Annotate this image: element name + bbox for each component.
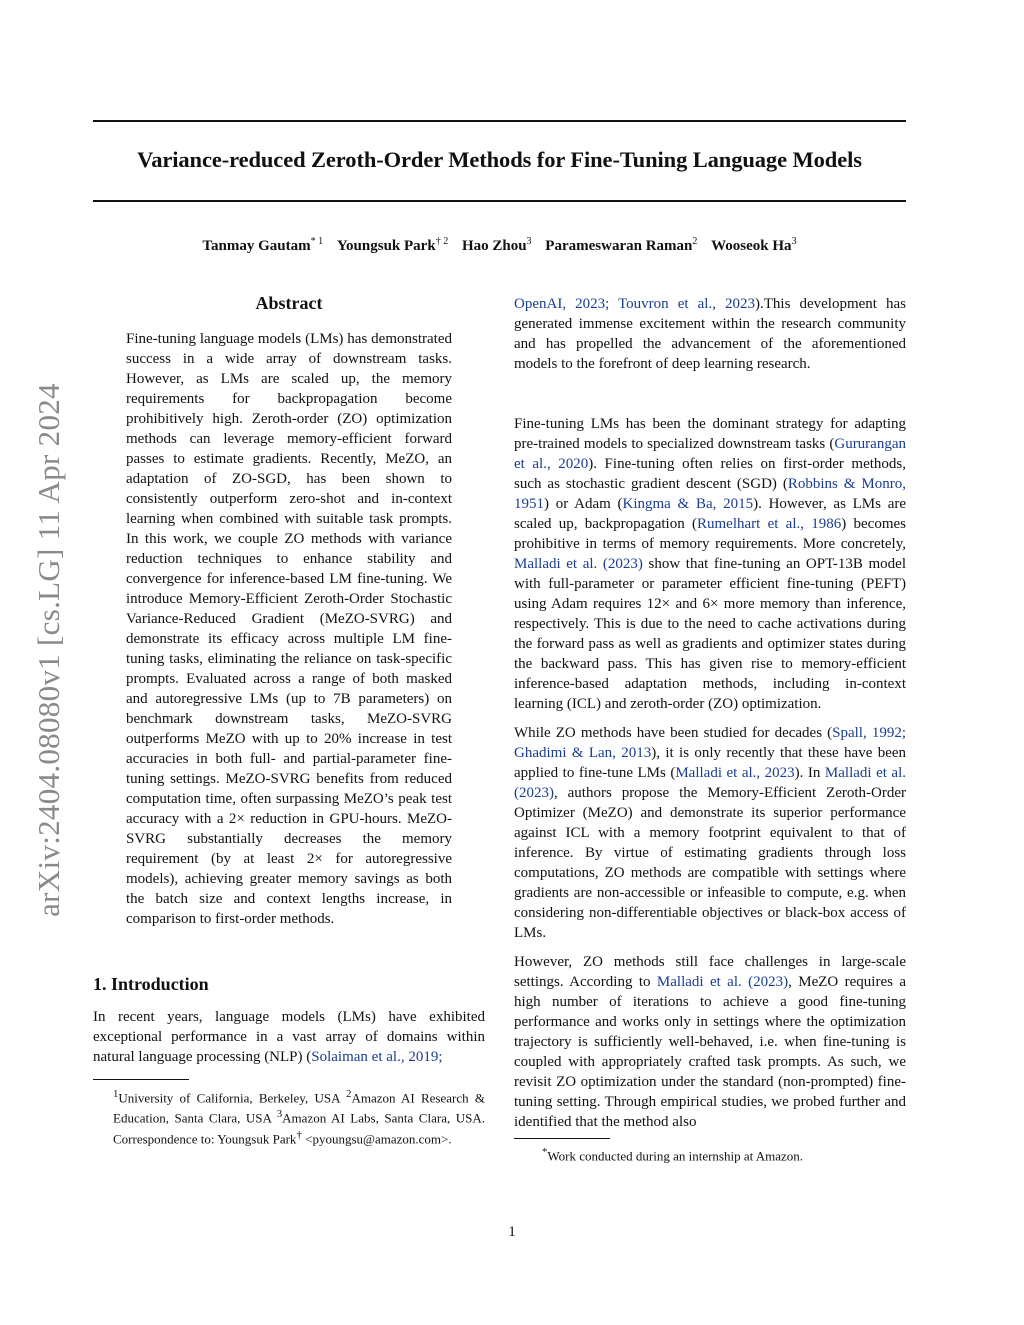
page-number: 1 — [508, 1224, 516, 1240]
citation-link[interactable]: Kingma & Ba, 2015 — [622, 496, 754, 512]
author: Youngsuk Park$^{\dagger 2}$ — [336, 236, 449, 254]
work-note-footnote: *Work conducted during an internship at Amazon. — [542, 1146, 804, 1164]
citation-link[interactable]: Malladi et al. (2023) — [514, 765, 906, 801]
citation-link[interactable]: Solaiman et al., 2019; — [311, 1049, 443, 1065]
intro-paragraph-3: While ZO methods have been studied for decades (Spall, 1992; Ghadimi & Lan, 2013), it is only recently that these have been applied to fine-tune LMs (Malladi et al., 2023). In Malladi et al. (2023), authors propose the Memory-Efficient Zeroth-Order Optimizer (MeZO) and demonstrate its superior performance against ICL with a memory footprint equivalent to that of inference. By virtue of estimating gradients through loss computations, ZO methods are compatible with settings where gradients are non-accessible or infeasible to compute, e.g. when considering non-differentiable objectives or black-box access of LMs. — [514, 725, 907, 941]
citation-link[interactable]: Rumelhart et al., 1986 — [696, 516, 842, 532]
footnote-rule — [514, 1138, 610, 1139]
abstract-heading: Abstract — [255, 293, 323, 313]
right-column — [514, 294, 906, 1164]
section-heading-introduction: 1. Introduction — [93, 974, 209, 994]
intro-paragraph-1: In recent years, language models (LMs) have exhibited exceptional performance in a vast array of domains within natural language processing (NLP) (Solaiman et al., 2019; — [93, 1009, 485, 1065]
citation-link[interactable]: Gururangan et al., 2020 — [514, 436, 906, 472]
citation-link[interactable]: Malladi et al. (2023) — [514, 556, 643, 572]
intro-paragraph-1-continued: OpenAI, 2023; Touvron et al., 2023).This development has generated immense excitement within the research community and has propelled the advancement of the aforementioned models to the forefront of deep learning research. — [514, 296, 906, 372]
citation-link[interactable]: Spall, 1992; Ghadimi & Lan, 2013 — [514, 725, 906, 761]
author: Hao Zhou$^3$ — [461, 236, 532, 254]
citation-link[interactable]: OpenAI, 2023; Touvron et al., 2023 — [514, 296, 755, 312]
top-rule — [93, 120, 906, 122]
citation-link[interactable]: Malladi et al. (2023) — [656, 974, 789, 990]
left-column — [93, 290, 485, 1147]
footnote-rule — [93, 1079, 189, 1080]
paper-title: Variance-reduced Zeroth-Order Methods for Fine-Tuning Language Models — [137, 147, 862, 172]
abstract-body: Fine-tuning language models (LMs) has demonstrated success in a wide array of downstream tasks. However, as LMs are scaled up, the memory requirements for backpropagation become prohibitively high. Zeroth-order (ZO) optimization methods can leverage memory-efficient forward passes to estimate gradients. Recently, MeZO, an adaptation of ZO-SGD, has been shown to consistently outperform zero-shot and in-context learning when combined with suitable task prompts. In this work, we couple ZO methods with variance reduction techniques to enhance stability and convergence for inference-based LM fine-tuning. We introduce Memory-Efficient Zeroth-Order Stochastic Variance-Reduced Gradient (MeZO-SVRG) and demonstrate its efficacy across multiple LM fine-tuning tasks, eliminating the reliance on task-specific prompts. Evaluated across a range of both masked and autoregressive LMs (up to 7B parameters) on benchmark downstream tasks, MeZO-SVRG outperforms MeZO with up to 20% increase in test accuracies in both full- and partial-parameter fine-tuning settings. MeZO-SVRG benefits from reduced computation time, often surpassing MeZO’s peak test accuracy with a 2× reduction in GPU-hours. MeZO-SVRG substantially decreases the memory requirement (by at least 2× for autoregressive models), achieving greater memory savings as both the batch size and context lengths increase, in comparison to first-order methods. — [126, 331, 452, 927]
citation-link[interactable]: Robbins & Monro, 1951 — [514, 476, 906, 512]
affiliation-footnote: $^1$University of California, Berkeley, USA $^2$Amazon AI Research & Education, Santa Clara, USA $^3$Amazon AI Labs, Santa Clara, USA. Correspondence to: Youngsuk Park† <pyoungsu@amazon.com>. — [113, 1088, 486, 1146]
author: Tanmay Gautam$^{* 1}$ — [202, 236, 324, 254]
author: Parameswaran Raman$^2$ — [545, 236, 698, 254]
intro-paragraph-2: Fine-tuning LMs has been the dominant strategy for adapting pre-trained models to specialized downstream tasks (Gururangan et al., 2020). Fine-tuning often relies on first-order methods, such as stochastic gradient descent (SGD) (Robbins & Monro, 1951) or Adam (Kingma & Ba, 2015). However, as LMs are scaled up, backpropagation (Rumelhart et al., 1986) becomes prohibitive in terms of memory requirements. More concretely, Malladi et al. (2023) show that fine-tuning an OPT-13B model with full-parameter or parameter efficient fine-tuning (PEFT) using Adam requires 12× and 6× more memory than inference, respectively. This is due to the need to cache activations during the forward pass as well as gradients and optimizer states during the backward pass. This has given rise to memory-efficient inference-based adaptation methods, including in-context learning (ICL) and zeroth-order (ZO) optimization. — [514, 416, 907, 712]
intro-paragraph-4: However, ZO methods still face challenges in large-scale settings. According to Malladi et al. (2023), MeZO requires a high number of iterations to achieve a good fine-tuning performance and works only in settings where the optimization trajectory is sufficiently well-behaved, i.e. when fine-tuning is coupled with appropriately crafted task prompts. As such, we revisit ZO optimization under the standard (non-prompted) fine-tuning setting. Through empirical studies, we probed further and identified that the method also — [514, 954, 906, 1130]
author-list — [93, 236, 906, 255]
author: Wooseok Ha$^3$ — [711, 236, 797, 254]
title-bottom-rule — [93, 200, 906, 202]
arxiv-identifier: arXiv:2404.08080v1 [cs.LG] 11 Apr 2024 — [31, 383, 66, 917]
citation-link[interactable]: Malladi et al., 2023 — [675, 765, 795, 781]
